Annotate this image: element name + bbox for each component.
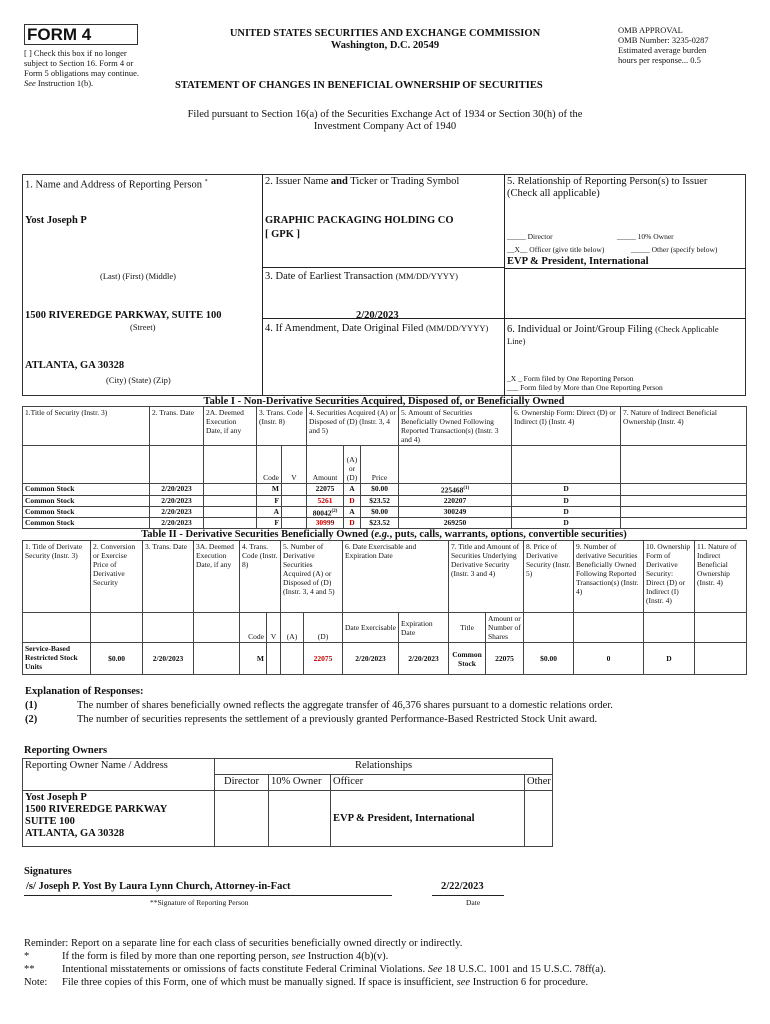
table2-title: Table II - Derivative Securities Beneficially Owned (e.g., puts, calls, warrants, options, convertible securities) — [141, 529, 627, 540]
reporting-person-name: Yost Joseph P — [25, 215, 87, 226]
t1-owned-value: 269250 — [443, 518, 467, 527]
t1-price-header: Price — [361, 446, 399, 484]
section5-label: 5. Relationship of Reporting Person(s) to Issuer (Check all applicable) — [507, 176, 708, 199]
t1-row-owned — [399, 495, 512, 506]
t2-row-date: 2/20/2023 — [143, 643, 194, 675]
t1-date-value: 2/20/2023 — [161, 484, 192, 493]
t1-row-nature — [621, 518, 747, 529]
t2-row-owned: 0 — [574, 643, 644, 675]
t2-row-price: $0.00 — [524, 643, 574, 675]
t1-row-nature — [621, 495, 747, 506]
t1-row-aord — [344, 518, 361, 529]
t1-h2a: 2A. Deemed Execution Date, if any — [204, 407, 257, 446]
owners-col-director: Director — [215, 775, 269, 791]
officer-checkbox[interactable]: __X__ Officer (give title below) — [507, 245, 605, 254]
t2-amt-header: Amount or Number of Shares — [486, 613, 524, 643]
reporting-person-street: 1500 RIVEREDGE PARKWAY, SUITE 100 — [25, 310, 222, 321]
owners-table — [22, 758, 553, 847]
t2-d-header: (D) — [304, 613, 343, 643]
t1-row-date — [150, 484, 204, 496]
t1-price-value: $23.52 — [369, 518, 390, 527]
t1-row-price — [361, 506, 399, 518]
t1-h6: 6. Ownership Form: Direct (D) or Indirect (I) (Instr. 4) — [512, 407, 621, 446]
t2-h2: 2. Conversion or Exercise Price of Derivative Security — [91, 541, 143, 613]
t1-aord-header: (A) or (D) — [344, 446, 361, 484]
t1-h5: 5. Amount of Securities Beneficially Owned Following Reported Transaction(s) (Instr. 3 and 4) — [399, 407, 512, 446]
t1-date-value: 2/20/2023 — [161, 506, 192, 516]
table2 — [22, 540, 747, 675]
section6-label: 6. Individual or Joint/Group Filing (Check Applicable Line) — [507, 324, 719, 346]
t1-code-header: Code — [257, 446, 282, 484]
t1-row-deemed — [204, 484, 257, 496]
t1-row — [23, 518, 747, 529]
t2-row-date-ex: 2/20/2023 — [343, 643, 399, 675]
t1-row-aord — [344, 506, 361, 518]
t1-row-amount — [307, 518, 344, 529]
t2-h10: 10. Ownership Form of Derivative Security: Direct (D) or Indirect (I) (Instr. 4) — [644, 541, 695, 613]
city-caption: (City) (State) (Zip) — [106, 375, 171, 385]
t1-row — [23, 495, 747, 506]
signatures-title: Signatures — [24, 866, 72, 877]
agency-line1: UNITED STATES SECURITIES AND EXCHANGE COMMISSION — [229, 28, 541, 39]
t2-row-exp: 2/20/2023 — [399, 643, 449, 675]
t2-row — [23, 643, 747, 675]
t1-date-value: 2/20/2023 — [161, 518, 192, 527]
signature-caption: **Signature of Reporting Person — [150, 898, 249, 907]
t1-row-form — [512, 506, 621, 518]
t1-amount-value: 80042 — [312, 508, 332, 517]
t1-h2: 2. Trans. Date — [150, 407, 204, 446]
t1-row-date — [150, 518, 204, 529]
t1-amount-header: Amount — [307, 446, 344, 484]
t1-h7: 7. Nature of Indirect Beneficial Ownership (Instr. 4) — [621, 407, 747, 446]
t1-row-aord — [344, 495, 361, 506]
t1-row-v — [282, 518, 307, 529]
t1-row-price — [361, 518, 399, 529]
t1-title-value: Common Stock — [25, 518, 75, 527]
t1-aord-value: A — [349, 484, 355, 493]
t1-row-owned — [399, 518, 512, 529]
t2-row-code: M — [240, 643, 267, 675]
t2-date-ex-header: Date Exercisable — [343, 613, 399, 643]
t2-title-header: Title — [449, 613, 486, 643]
t2-row-form: D — [644, 643, 695, 675]
t2-row-title: Service-Based Restricted Stock Units — [23, 643, 91, 675]
t1-title-value: Common Stock — [25, 484, 75, 493]
t1-row-title — [23, 484, 150, 496]
owners-col-other: Other — [525, 775, 553, 791]
t2-h9: 9. Number of derivative Securities Beneficially Owned Following Reported Transaction(s) (Instr. 4) — [574, 541, 644, 613]
t1-form-value: D — [563, 518, 569, 527]
other-checkbox[interactable]: _____ Other (specify below) — [631, 245, 718, 254]
t2-h5: 5. Number of Derivative Securities Acquired (A) or Disposed of (D) (Instr. 3, 4 and 5) — [281, 541, 343, 613]
t1-form-value: D — [563, 484, 569, 493]
section4-label: 4. If Amendment, Date Original Filed (MM/DD/YYYY) — [265, 323, 489, 334]
t2-h3a: 3A. Deemed Execution Date, if any — [194, 541, 240, 613]
t1-price-value: $0.00 — [371, 484, 388, 493]
t1-code-value: F — [274, 518, 279, 527]
form-title-box — [24, 24, 138, 45]
section2-label: 2. Issuer Name and Ticker or Trading Symbol — [265, 176, 460, 187]
owners-name-cell: Yost Joseph P 1500 RIVEREDGE PARKWAY SUITE 100 ATLANTA, GA 30328 — [23, 791, 215, 847]
statement-title: STATEMENT OF CHANGES IN BENEFICIAL OWNERSHIP OF SECURITIES — [175, 80, 543, 91]
filed-pursuant: Filed pursuant to Section 16(a) of the Securities Exchange Act of 1934 or Section 30(h) of the Investment Company Act of 1940 — [187, 109, 583, 132]
t2-h1: 1. Title of Derivate Security (Instr. 3) — [23, 541, 91, 613]
omb-approval: OMB APPROVAL OMB Number: 3235-0287 Estimated average burden hours per response... 0.5 — [618, 25, 709, 65]
t2-h11: 11. Nature of Indirect Beneficial Ownership (Instr. 4) — [695, 541, 747, 613]
form-title: FORM 4 — [27, 25, 92, 44]
t2-row-d: 22075 — [304, 643, 343, 675]
t1-row-title — [23, 495, 150, 506]
t1-row-owned — [399, 484, 512, 496]
t1-date-value: 2/20/2023 — [161, 495, 192, 505]
t1-amount-footnote: (2) — [331, 508, 338, 514]
name-caption: (Last) (First) (Middle) — [100, 271, 177, 281]
t1-h1: 1.Title of Security (Instr. 3) — [23, 407, 150, 446]
t1-row-amount — [307, 495, 344, 506]
t2-h6: 6. Date Exercisable and Expiration Date — [343, 541, 449, 613]
owners-col-name: Reporting Owner Name / Address — [23, 759, 215, 791]
t1-row-code — [257, 518, 282, 529]
t1-aord-value: D — [349, 495, 355, 505]
earliest-transaction-date: 2/20/2023 — [356, 310, 399, 321]
table1-title: Table I - Non-Derivative Securities Acquired, Disposed of, or Beneficially Owned — [203, 396, 565, 407]
t1-row — [23, 506, 747, 518]
t1-row-deemed — [204, 518, 257, 529]
t1-row-date — [150, 506, 204, 518]
t2-row-und-amt: 22075 — [486, 643, 524, 675]
footer-reminder: Reminder: Report on a separate line for each class of securities beneficially owned directly or indirectly. — [24, 938, 463, 949]
t2-code-header: Code — [240, 613, 267, 643]
t2-h8: 8. Price of Derivative Security (Instr. 5) — [524, 541, 574, 613]
t1-row-deemed — [204, 506, 257, 518]
t1-owned-value: 300249 — [443, 506, 467, 516]
t1-amount-value: 22075 — [315, 484, 335, 493]
t1-code-value: A — [273, 506, 279, 516]
street-caption: (Street) — [130, 322, 156, 332]
t1-owned-footnote: (1) — [463, 486, 470, 491]
t1-price-value: $23.52 — [369, 495, 390, 505]
filing-option-one[interactable]: _X _ Form filed by One Reporting Person — [507, 374, 634, 383]
explanation-title: Explanation of Responses: — [25, 686, 144, 697]
t2-exp-header: Expiration Date — [399, 613, 449, 643]
t1-row-nature — [621, 506, 747, 518]
t1-row-amount — [307, 484, 344, 496]
t1-price-value: $0.00 — [371, 506, 388, 516]
t1-code-value: F — [274, 495, 279, 505]
table1-body — [23, 484, 747, 529]
t1-row-v — [282, 484, 307, 496]
officer-title: EVP & President, International — [507, 256, 649, 267]
t1-row-code — [257, 506, 282, 518]
t1-owned-value: 220207 — [443, 495, 467, 505]
t1-owned-value: 225468 — [440, 485, 464, 495]
t1-row-title — [23, 506, 150, 518]
owners-col-officer: Officer — [331, 775, 525, 791]
owners-col-rel: Relationships — [215, 759, 553, 775]
date-caption: Date — [466, 898, 481, 907]
t1-aord-value: D — [349, 518, 355, 527]
t1-row-code — [257, 495, 282, 506]
director-checkbox[interactable]: _____ Director — [507, 232, 553, 241]
t1-row-price — [361, 484, 399, 496]
t1-row-deemed — [204, 495, 257, 506]
t1-row-owned — [399, 506, 512, 518]
t1-form-value: D — [563, 506, 569, 516]
t1-code-value: M — [271, 484, 279, 493]
t1-row-form — [512, 518, 621, 529]
t2-h4: 4. Trans. Code (Instr. 8) — [240, 541, 281, 613]
t2-row-conv: $0.00 — [91, 643, 143, 675]
section1-label: 1. Name and Address of Reporting Person * — [25, 179, 208, 191]
t1-row — [23, 484, 747, 496]
t2-v-header: V — [267, 613, 281, 643]
agency-header — [180, 28, 590, 52]
filing-option-more[interactable]: ___ Form filed by More than One Reporting Person — [507, 383, 663, 392]
ten-pct-owner-checkbox[interactable]: _____ 10% Owner — [617, 232, 674, 241]
owners-col-ten: 10% Owner — [269, 775, 331, 791]
t1-row-amount — [307, 506, 344, 518]
t2-row-und-title: Common Stock — [449, 643, 486, 675]
owners-officer-value: EVP & President, International — [331, 791, 525, 847]
t1-form-value: D — [563, 495, 569, 505]
t1-row-form — [512, 484, 621, 496]
t1-aord-value: A — [349, 506, 355, 516]
t2-h7: 7. Title and Amount of Securities Underlying Derivative Security (Instr. 3 and 4) — [449, 541, 524, 613]
table1 — [22, 406, 747, 529]
t1-row-aord — [344, 484, 361, 496]
t1-row-v — [282, 495, 307, 506]
reporting-info-grid — [22, 174, 746, 396]
t1-row-code — [257, 484, 282, 496]
t2-h3: 3. Trans. Date — [143, 541, 194, 613]
t1-row-title — [23, 518, 150, 529]
t1-row-price — [361, 495, 399, 506]
section3-label: 3. Date of Earliest Transaction (MM/DD/YYYY) — [265, 271, 458, 282]
check-box-notice[interactable]: [ ] Check this box if no longer subject to Section 16. Form 4 or Form 5 obligations may continue. See Instruction 1(b). — [24, 48, 139, 88]
issuer-name: GRAPHIC PACKAGING HOLDING CO — [265, 215, 454, 226]
t1-h4: 4. Securities Acquired (A) or Disposed of (D) (Instr. 3, 4 and 5) — [307, 407, 399, 446]
signature-date: 2/22/2023 — [441, 881, 484, 892]
t1-title-value: Common Stock — [25, 495, 75, 505]
t1-row-form — [512, 495, 621, 506]
t1-row-date — [150, 495, 204, 506]
t1-amount-value: 5261 — [317, 495, 333, 505]
ticker-symbol: [ GPK ] — [265, 229, 300, 240]
agency-line2: Washington, D.C. 20549 — [330, 40, 440, 51]
t2-a-header: (A) — [281, 613, 304, 643]
t1-row-nature — [621, 484, 747, 496]
t1-h3: 3. Trans. Code (Instr. 8) — [257, 407, 307, 446]
reporting-person-city: ATLANTA, GA 30328 — [25, 360, 125, 371]
t1-amount-value: 30999 — [315, 518, 335, 527]
owners-title: Reporting Owners — [24, 745, 108, 756]
t1-v-header: V — [282, 446, 307, 484]
signature-value: /s/ Joseph P. Yost By Laura Lynn Church, Attorney-in-Fact — [26, 881, 291, 892]
t1-title-value: Common Stock — [25, 506, 75, 516]
t1-row-v — [282, 506, 307, 518]
